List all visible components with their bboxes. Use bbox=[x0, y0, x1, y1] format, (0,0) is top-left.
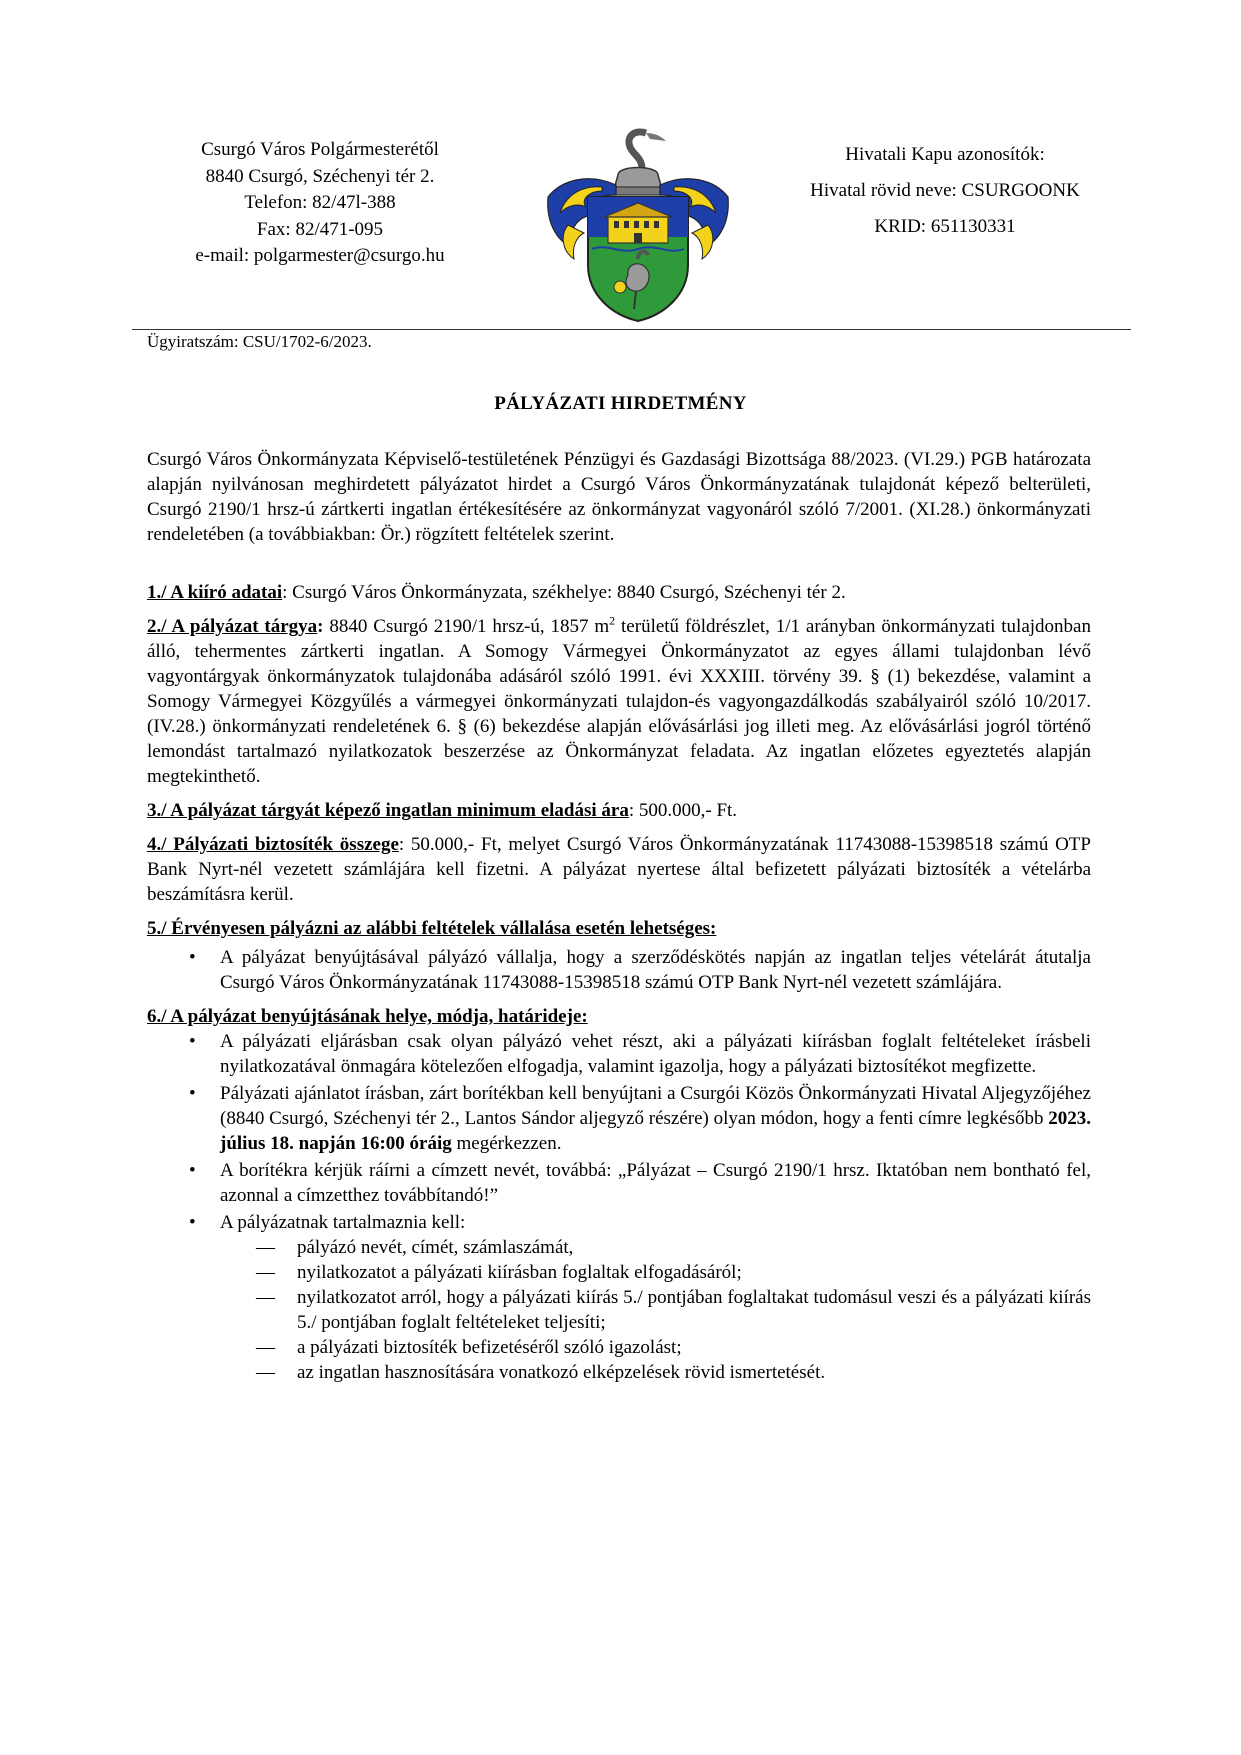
sender-phone: Telefon: 82/47l-388 bbox=[244, 192, 396, 213]
sublist-item: — nyilatkozatot arról, hogy a pályázati kiírás 5./ pontjában foglaltakat tudomásul veszi és a pályázati kiírás 5./ pontjában foglalt feltételeket teljesíti; bbox=[256, 1287, 1091, 1333]
section-5-heading: 5./ Érvényesen pályázni az alábbi feltételek vállalása esetén lehetséges: bbox=[147, 918, 717, 939]
section-2-superscript: 2 bbox=[609, 613, 616, 628]
section-2-heading: 2./ A pályázat tárgya bbox=[147, 616, 318, 637]
list-item: • A pályázatnak tartalmaznia kell: — pályázó nevét, címét, számlaszámát, — nyilatkozatot a pályázati kiírásban foglaltak elfogadásáról; — nyilatkozatot arról, hogy a pályázati kiírás 5./ pontjában foglaltakat tudomásul veszi és a pályázati kiírás 5./ pontjában foglalt feltételeket teljesíti; — a pályázati biztosíték befizetéséről szóló igazolást; — az ingatlan hasznosítására vonatkozó elképzelések rövid ismertetését. bbox=[189, 1212, 1091, 1383]
section-5-list bbox=[147, 945, 1091, 995]
section-4-text: : 50.000,- Ft, melyet Csurgó Város Önkormányzatának 11743088-15398518 számú OTP Bank Nyrt-nél vezetett számlájára kell fizetni. A pályázat nyertese által befizetett pályázati biztosíték a vételárba beszámításra kerül. bbox=[147, 834, 1091, 905]
section-2-text-b: területű földrészlet, 1/1 arányban önkormányzati tulajdonban álló, tehermentes zártkerti ingatlan. A Somogy Vármegyei Önkormányzatot az egyes állami tulajdonban lévő vagyontárgyak önkormányzatok tulajdonába adásáról szóló 1991. évi XXXIII. törvény 39. § (1) bekezdése, valamint a Somogy Vármegyei Közgyűlés a vármegyei önkormányzati tulajdon-és vagyongazdálkodás szabályairól szóló 10/2017.(IV.28.) önkormányzati rendeletének 6. § (6) bekezdése alapján elővásárlási jog illeti meg. Az elővásárlási jogról történő lemondást tartalmazó nyilatkozatok beszerzése az Önkormányzat feladata. Az ingatlan előzetes egyeztetés alapján megtekinthető. bbox=[147, 616, 1091, 787]
sender-name: Csurgó Város Polgármesterétől bbox=[201, 139, 439, 160]
deadline: 2023. július 18. napján 16:00 óráig bbox=[220, 1108, 1091, 1154]
dash-icon: — bbox=[256, 1362, 275, 1383]
dash-icon: — bbox=[256, 1262, 275, 1283]
section-5 bbox=[147, 916, 1091, 941]
section-3 bbox=[147, 798, 1091, 823]
sender-block bbox=[150, 137, 490, 270]
sender-fax: Fax: 82/471-095 bbox=[256, 218, 384, 240]
section-1-heading: 1./ A kiíró adatai bbox=[147, 582, 283, 603]
office-short-name: Hivatal rövid neve: CSURGOONK bbox=[810, 180, 1080, 201]
krid-number: KRID: 651130331 bbox=[874, 216, 1016, 237]
dash-icon: — bbox=[256, 1337, 275, 1358]
file-number: Ügyiratszám: CSU/1702-6/2023. bbox=[147, 332, 372, 351]
bullet-icon: • bbox=[189, 1083, 196, 1104]
sublist-item: — pályázó nevét, címét, számlaszámát, bbox=[256, 1237, 574, 1258]
section-1-text: : Csurgó Város Önkormányzata, székhelye: 8840 Csurgó, Széchenyi tér 2. bbox=[282, 582, 846, 603]
page-title: PÁLYÁZATI HIRDETMÉNY bbox=[494, 393, 747, 414]
bullet-icon: • bbox=[189, 1160, 196, 1181]
section-6-list bbox=[147, 1029, 1091, 1385]
sender-address: 8840 Csurgó, Széchenyi tér 2. bbox=[205, 165, 435, 187]
section-3-heading: 3./ A pályázat tárgyát képező ingatlan minimum eladási ára bbox=[147, 800, 629, 821]
contents-sublist bbox=[220, 1235, 1091, 1385]
sender-email: e-mail: polgarmester@csurgo.hu bbox=[195, 245, 445, 266]
sublist-item: — az ingatlan hasznosítására vonatkozó elképzelések rövid ismertetését. bbox=[256, 1362, 826, 1383]
section-1 bbox=[147, 580, 1091, 605]
header-divider bbox=[132, 329, 1131, 330]
dash-icon: — bbox=[256, 1287, 275, 1308]
bullet-icon: • bbox=[189, 947, 196, 968]
dash-icon: — bbox=[256, 1237, 275, 1258]
bullet-icon: • bbox=[189, 1212, 196, 1233]
list-item: • A borítékra kérjük ráírni a címzett nevét, továbbá: „Pályázat – Csurgó 2190/1 hrsz. Iktatóban nem bontható fel, azonnal a címzetthez továbbítandó!” bbox=[189, 1160, 1091, 1206]
section-2-colon: : bbox=[317, 616, 324, 637]
intro-paragraph: Csurgó Város Önkormányzata Képviselő-testületének Pénzügyi és Gazdasági Bizottsága 88/2023. (VI.29.) PGB határozata alapján nyilvánosan meghirdetett pályázatot hirdet a Csurgó Város Önkormányzatának tulajdonát képező belterületi, Csurgó 2190/1 hrsz-ú zártkerti ingatlan értékesítésére az önkormányzat vagyonáról szóló 7/2001. (XI.28.) önkormányzati rendeletében (a továbbiakban: Ör.) rögzített feltételek szerint. bbox=[147, 449, 1091, 545]
list-item: • A pályázat benyújtásával pályázó vállalja, hogy a szerződéskötés napján az ingatlan teljes vételárát átutalja Csurgó Város Önkormányzatának 11743088-15398518 számú OTP Bank Nyrt-nél vezetett számlájára. bbox=[189, 947, 1091, 993]
sublist-item: — nyilatkozatot a pályázati kiírásban foglaltak elfogadásáról; bbox=[256, 1262, 742, 1283]
sublist-item: — a pályázati biztosíték befizetéséről szóló igazolást; bbox=[256, 1337, 682, 1358]
section-2-text-a: 8840 Csurgó 2190/1 hrsz-ú, 1857 m bbox=[323, 616, 610, 637]
section-4-heading: 4./ Pályázati biztosíték összege bbox=[147, 834, 399, 855]
gateway-ids-block bbox=[765, 137, 1125, 245]
list-item: • Pályázati ajánlatot írásban, zárt borítékban kell benyújtani a Csurgói Közös Önkormányzati Hivatal Aljegyzőjéhez (8840 Csurgó, Széchenyi tér 2., Lantos Sándor aljegyző részére) olyan módon, hogy a fenti címre legkésőbb 2023. július 18. napján 16:00 óráig megérkezzen. bbox=[189, 1083, 1091, 1154]
section-6 bbox=[147, 1004, 1091, 1029]
section-4 bbox=[147, 832, 1091, 907]
list-item: • A pályázati eljárásban csak olyan pályázó vehet részt, aki a pályázati kiírásban foglalt feltételeket írásbeli nyilatkozatával önmagára kötelezően elfogadja, valamint igazolja, hogy a pályázati biztosítékot megfizette. bbox=[189, 1031, 1091, 1077]
section-6-heading: 6./ A pályázat benyújtásának helye, módja, határideje: bbox=[147, 1006, 588, 1027]
bullet-icon: • bbox=[189, 1031, 196, 1052]
section-3-text: : 500.000,- Ft. bbox=[628, 800, 738, 821]
document-body bbox=[147, 447, 1091, 1387]
gateway-ids-heading: Hivatali Kapu azonosítók: bbox=[845, 144, 1045, 165]
section-2 bbox=[147, 614, 1091, 789]
coat-of-arms-icon bbox=[538, 125, 738, 325]
